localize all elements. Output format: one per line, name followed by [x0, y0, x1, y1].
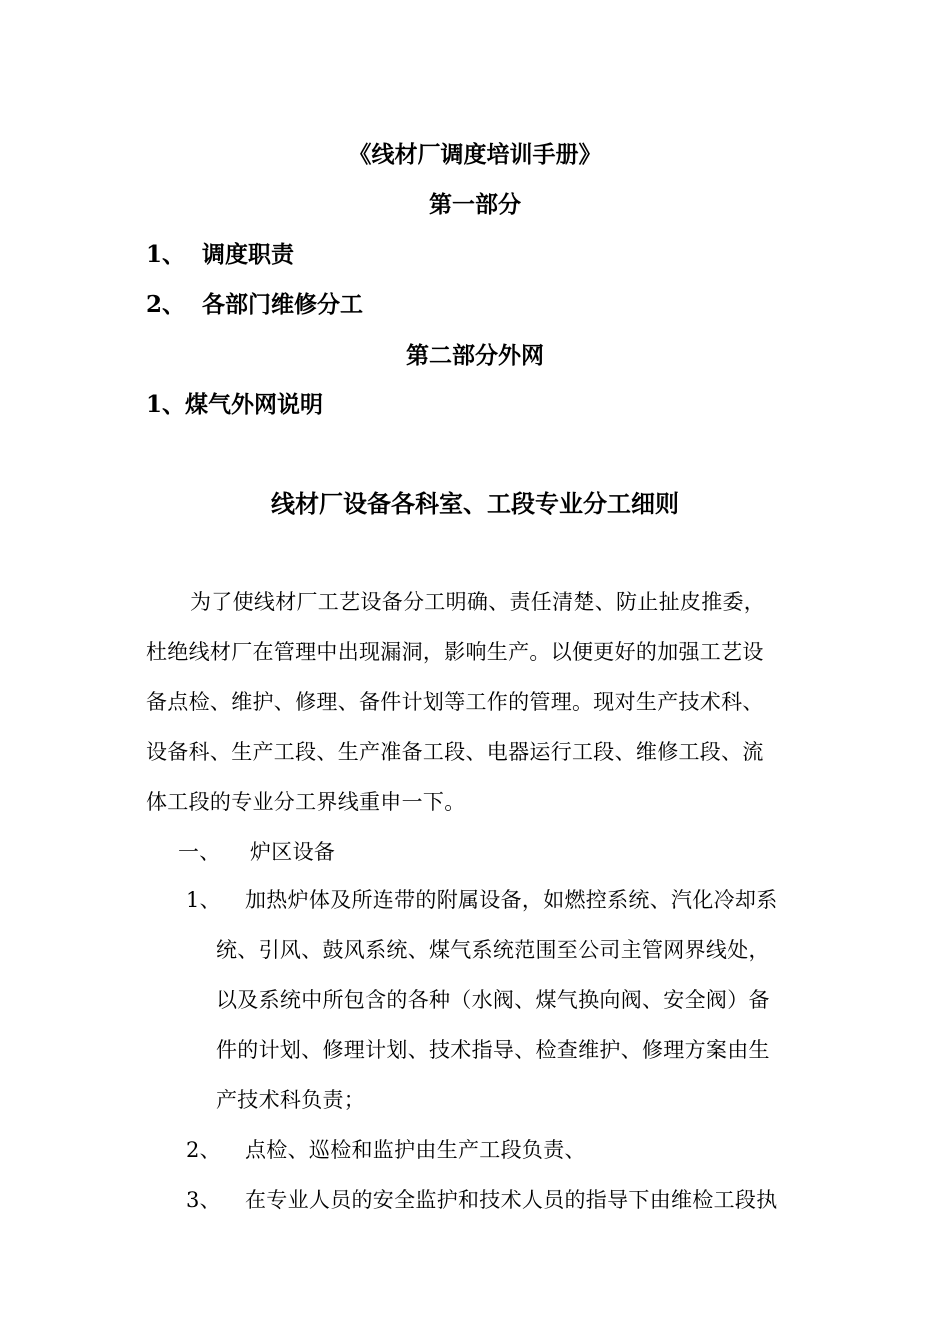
part-two-heading: 第二部分外网	[406, 342, 544, 369]
list-item-number: 3、	[186, 1188, 221, 1212]
section-number: 一、	[178, 840, 221, 864]
list-item-line: 在专业人员的安全监护和技术人员的指导下由维检工段执	[245, 1188, 778, 1212]
intro-line: 备点检、维护、修理、备件计划等工作的管理。现对生产技术科、	[146, 690, 764, 714]
rules-title: 线材厂设备各科室、工段专业分工细则	[271, 489, 679, 518]
list-item-line: 统、引风、鼓风系统、煤气系统范围至公司主管网界线处，	[216, 938, 770, 962]
intro-line: 杜绝线材厂在管理中出现漏洞，影响生产。以便更好的加强工艺设	[146, 640, 764, 664]
list-item-line: 产技术科负责；	[216, 1088, 366, 1112]
document-title: 《线材厂调度培训手册》	[348, 141, 602, 168]
intro-line: 体工段的专业分工界线重申一下。	[146, 790, 466, 814]
item-number: 2、	[146, 291, 186, 318]
part-two-item: 1、煤气外网说明	[146, 391, 324, 418]
list-item-number: 2、	[186, 1138, 221, 1162]
intro-line: 设备科、生产工段、生产准备工段、电器运行工段、维修工段、流	[146, 740, 764, 764]
intro-line: 为了使线材厂工艺设备分工明确、责任清楚、防止扯皮推委，	[190, 590, 766, 614]
section-one-heading	[178, 836, 336, 866]
part-one-heading: 第一部分	[429, 191, 521, 218]
list-item-line: 点检、巡检和监护由生产工段负责、	[245, 1138, 586, 1162]
list-item-number: 1、	[186, 888, 221, 912]
part-one-item	[146, 286, 363, 319]
list-item-line: 以及系统中所包含的各种（水阀、煤气换向阀、安全阀）备	[216, 988, 770, 1012]
list-item-line: 加热炉体及所连带的附属设备，如燃控系统、汽化冷却系	[245, 888, 778, 912]
item-text: 各部门维修分工	[202, 291, 363, 318]
item-number: 1、	[146, 241, 186, 268]
list-item-line: 件的计划、修理计划、技术指导、检查维护、修理方案由生	[216, 1038, 770, 1062]
part-one-item	[146, 236, 294, 269]
section-text: 炉区设备	[250, 840, 336, 864]
item-text: 调度职责	[202, 241, 294, 268]
